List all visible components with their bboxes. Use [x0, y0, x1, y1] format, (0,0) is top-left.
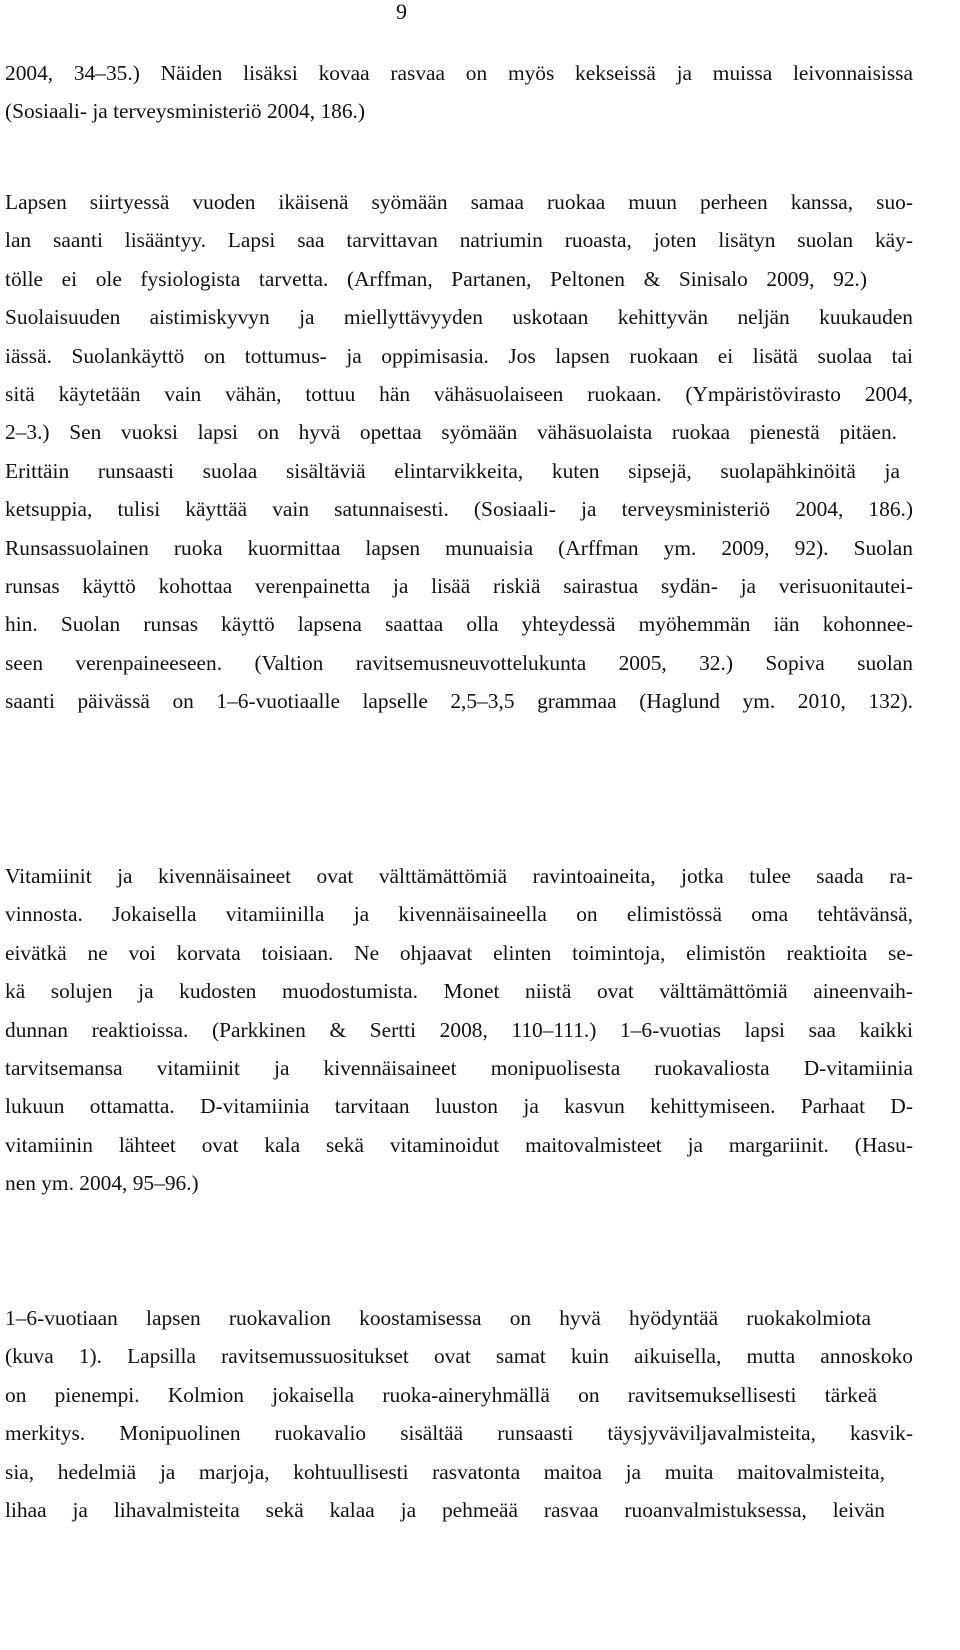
text-line: merkitys. Monipuolinen ruokavalio sisältää runsaasti täysjyväviljavalmisteita, kasvik- — [5, 1421, 913, 1446]
text-line: sitä käytetään vain vähän, tottuu hän vähäsuolaiseen ruokaan. (Ympäristövirasto 2004, — [5, 381, 913, 406]
text-line: Runsassuolainen ruoka kuormittaa lapsen munuaisia (Arffman ym. 2009, 92). Suolan — [5, 535, 913, 560]
text-line: 2004, 34–35.) Näiden lisäksi kovaa rasvaa on myös kekseissä ja muissa leivonnaisissa — [5, 61, 913, 85]
text-line: 1–6-vuotiaan lapsen ruokavalion koostamisessa on hyvä hyödyntää ruokakolmiota — [5, 1306, 871, 1330]
text-line: tarvitsemansa vitamiinit ja kivennäisaineet monipuolisesta ruokavaliosta D-vitamiinia — [5, 1055, 913, 1080]
text-line: Vitamiinit ja kivennäisaineet ovat välttämättömiä ravintoaineita, jotka tulee saada ra- — [5, 864, 913, 888]
text-line: ketsuppia, tulisi käyttää vain satunnaisesti. (Sosiaali- ja terveysministeriö 2004, 186.) — [5, 497, 913, 522]
text-line: saanti päivässä on 1–6-vuotiaalle lapselle 2,5–3,5 grammaa (Haglund ym. 2010, 132). — [5, 689, 913, 714]
text-line: runsas käyttö kohottaa verenpainetta ja lisää riskiä sairastua sydän- ja verisuonitautei- — [5, 573, 913, 598]
page-number: 9 — [396, 0, 407, 24]
text-line: dunnan reaktioissa. (Parkkinen & Sertti 2008, 110–111.) 1–6-vuotias lapsi saa kaikki — [5, 1017, 913, 1042]
text-line: vitamiinin lähteet ovat kala sekä vitaminoidut maitovalmisteet ja margariinit. (Hasu- — [5, 1132, 913, 1157]
text-line: nen ym. 2004, 95–96.) — [5, 1171, 199, 1196]
text-line: eivätkä ne voi korvata toisiaan. Ne ohjaavat elinten toimintoja, elimistön reaktioita se- — [5, 940, 913, 965]
paragraph-2 — [5, 183, 913, 720]
text-line: Erittäin runsaasti suolaa sisältäviä elintarvikkeita, kuten sipsejä, suolapähkinöitä ja — [5, 458, 900, 483]
text-line: kä solujen ja kudosten muodostumista. Monet niistä ovat välttämättömiä aineenvaih- — [5, 979, 913, 1004]
text-line: seen verenpaineeseen. (Valtion ravitsemusneuvottelukunta 2005, 32.) Sopiva suolan — [5, 650, 913, 675]
paragraph-1 — [5, 54, 913, 131]
paragraph-3 — [5, 857, 913, 1203]
text-line: vinnosta. Jokaisella vitamiinilla ja kivennäisaineella on elimistössä oma tehtävänsä, — [5, 902, 913, 927]
text-line: lan saanti lisääntyy. Lapsi saa tarvittavan natriumin ruoasta, joten lisätyn suolan käy- — [5, 228, 913, 253]
text-line: lihaa ja lihavalmisteita sekä kalaa ja pehmeää rasvaa ruoanvalmistuksessa, leivän — [5, 1497, 885, 1522]
text-line: (kuva 1). Lapsilla ravitsemussuositukset ovat samat kuin aikuisella, mutta annoskoko — [5, 1344, 913, 1369]
text-line: Lapsen siirtyessä vuoden ikäisenä syömään samaa ruokaa muun perheen kanssa, suo- — [5, 190, 913, 214]
text-line: hin. Suolan runsas käyttö lapsena saattaa olla yhteydessä myöhemmän iän kohonnee- — [5, 612, 913, 637]
text-line: sia, hedelmiä ja marjoja, kohtuullisesti rasvatonta maitoa ja muita maitovalmisteita, — [5, 1459, 885, 1484]
text-line: (Sosiaali- ja terveysministeriö 2004, 186.) — [5, 99, 366, 124]
text-line: lukuun ottamatta. D-vitamiinia tarvitaan luuston ja kasvun kehittymiseen. Parhaat D- — [5, 1094, 913, 1119]
text-line: tölle ei ole fysiologista tarvetta. (Arffman, Partanen, Peltonen & Sinisalo 2009, 92.) — [5, 266, 867, 291]
text-line: on pienempi. Kolmion jokaisella ruoka-aineryhmällä on ravitsemuksellisesti tärkeä — [5, 1382, 877, 1407]
paragraph-4 — [5, 1299, 913, 1529]
text-line: 2–3.) Sen vuoksi lapsi on hyvä opettaa syömään vähäsuolaista ruokaa pienestä pitäen. — [5, 420, 897, 445]
text-line: Suolaisuuden aistimiskyvyn ja miellyttävyyden uskotaan kehittyvän neljän kuukauden — [5, 305, 913, 330]
text-line: iässä. Suolankäyttö on tottumus- ja oppimisasia. Jos lapsen ruokaan ei lisätä suolaa tai — [5, 343, 913, 368]
